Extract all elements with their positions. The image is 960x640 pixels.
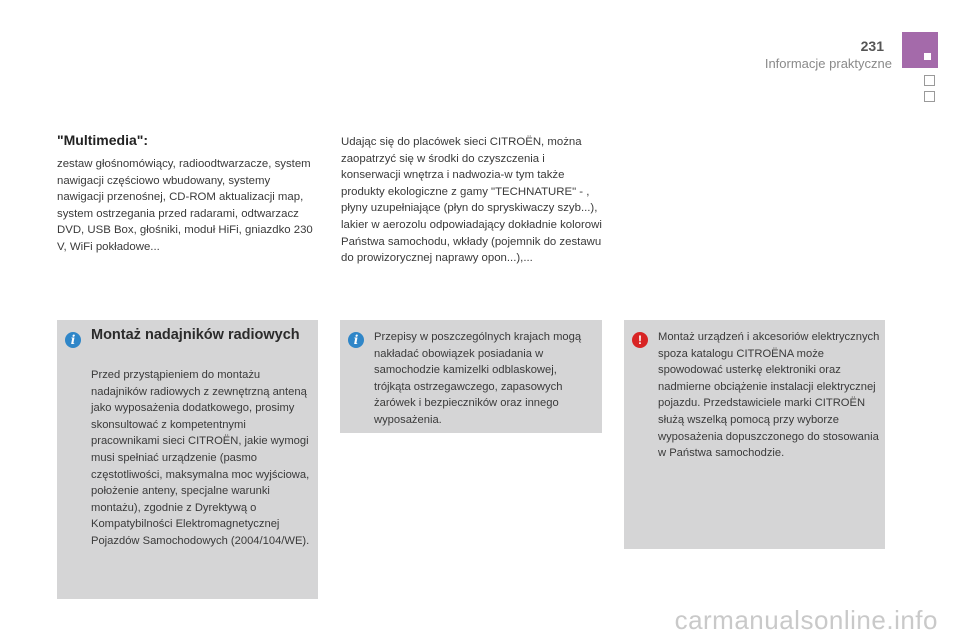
- warning-box-text: Montaż urządzeń i akcesoriów elektrycznych spoza katalogu CITROËNA może spowodować usterkę elektroniki oraz nadmierne obciążenie instalacji elektrycznej pojazdu. Przedstawiciele marki CITROËN służą wszelką pomocą przy wyborze wyposażenia dopuszczonego do stosowania w Państwa samochodzie.: [658, 331, 880, 460]
- chapter-tab: [902, 32, 938, 68]
- regulations-box: [340, 320, 602, 433]
- radio-box-title: Montaż nadajników radiowych: [91, 327, 300, 343]
- multimedia-text: zestaw głośnomówiący, radioodtwarzacze, system nawigacji częściowo wbudowany, systemy nawigacji przenośnej, CD-ROM aktualizacji map, system ostrzegania przed radarami, odtwarzacz DVD, USB Box, głośniki, moduł HiFi, gniazdko 230 V, WiFi pokładowe...: [57, 158, 313, 253]
- page-number: 231: [860, 38, 884, 54]
- tab-square-icon: [924, 75, 935, 86]
- info-icon: i: [348, 332, 364, 348]
- regulations-box-text: Przepisy w poszczególnych krajach mogą nakładać obowiązek posiadania w samochodzie kamizelki odblaskowej, trójkąta ostrzegawczego, zapasowych żarówek i bezpieczników oraz innego wyposażenia.: [374, 331, 582, 426]
- info-icon: i: [65, 332, 81, 348]
- radio-box-text: Przed przystąpieniem do montażu nadajników radiowych z zewnętrzną anteną jako wyposażenia dodatkowego, prosimy skonsultować z kompetentnymi pracownikami sieci CITROËN, jakie wymogi musi spełniać urządzenie (pasmo częstotliwości, maksymalna moc wyjściowa, położenie anteny, specjalne warunki montażu), zgodnie z Dyrektywą o Kompatybilności Elektromagnetycznej Pojazdów Samochodowych (2004/104/WE).: [91, 369, 310, 547]
- radio-transmitters-box: [57, 320, 318, 599]
- section-title: Informacje praktyczne: [764, 56, 892, 71]
- watermark: carmanualsonline.info: [674, 605, 938, 635]
- dealer-accessories-text: Udając się do placówek sieci CITROËN, można zaopatrzyć się w środki do czyszczenia i konserwacji wnętrza i nadwozia-w tym także produkty ekologiczne z gamy "TECHNATURE" - , płyny uzupełniające (płyn do spryskiwaczy szyb...), lakier w aerozolu odpowiadający dokładnie kolorowi Państwa samochodu, wkłady (pojemnik do zestawu do prowizorycznej naprawy opon...),...: [341, 136, 602, 265]
- warning-box: [624, 320, 885, 549]
- multimedia-heading: "Multimedia":: [57, 132, 149, 148]
- tab-square-icon: [924, 91, 935, 102]
- tab-marker-icon: [924, 53, 931, 60]
- warning-icon: !: [632, 332, 648, 348]
